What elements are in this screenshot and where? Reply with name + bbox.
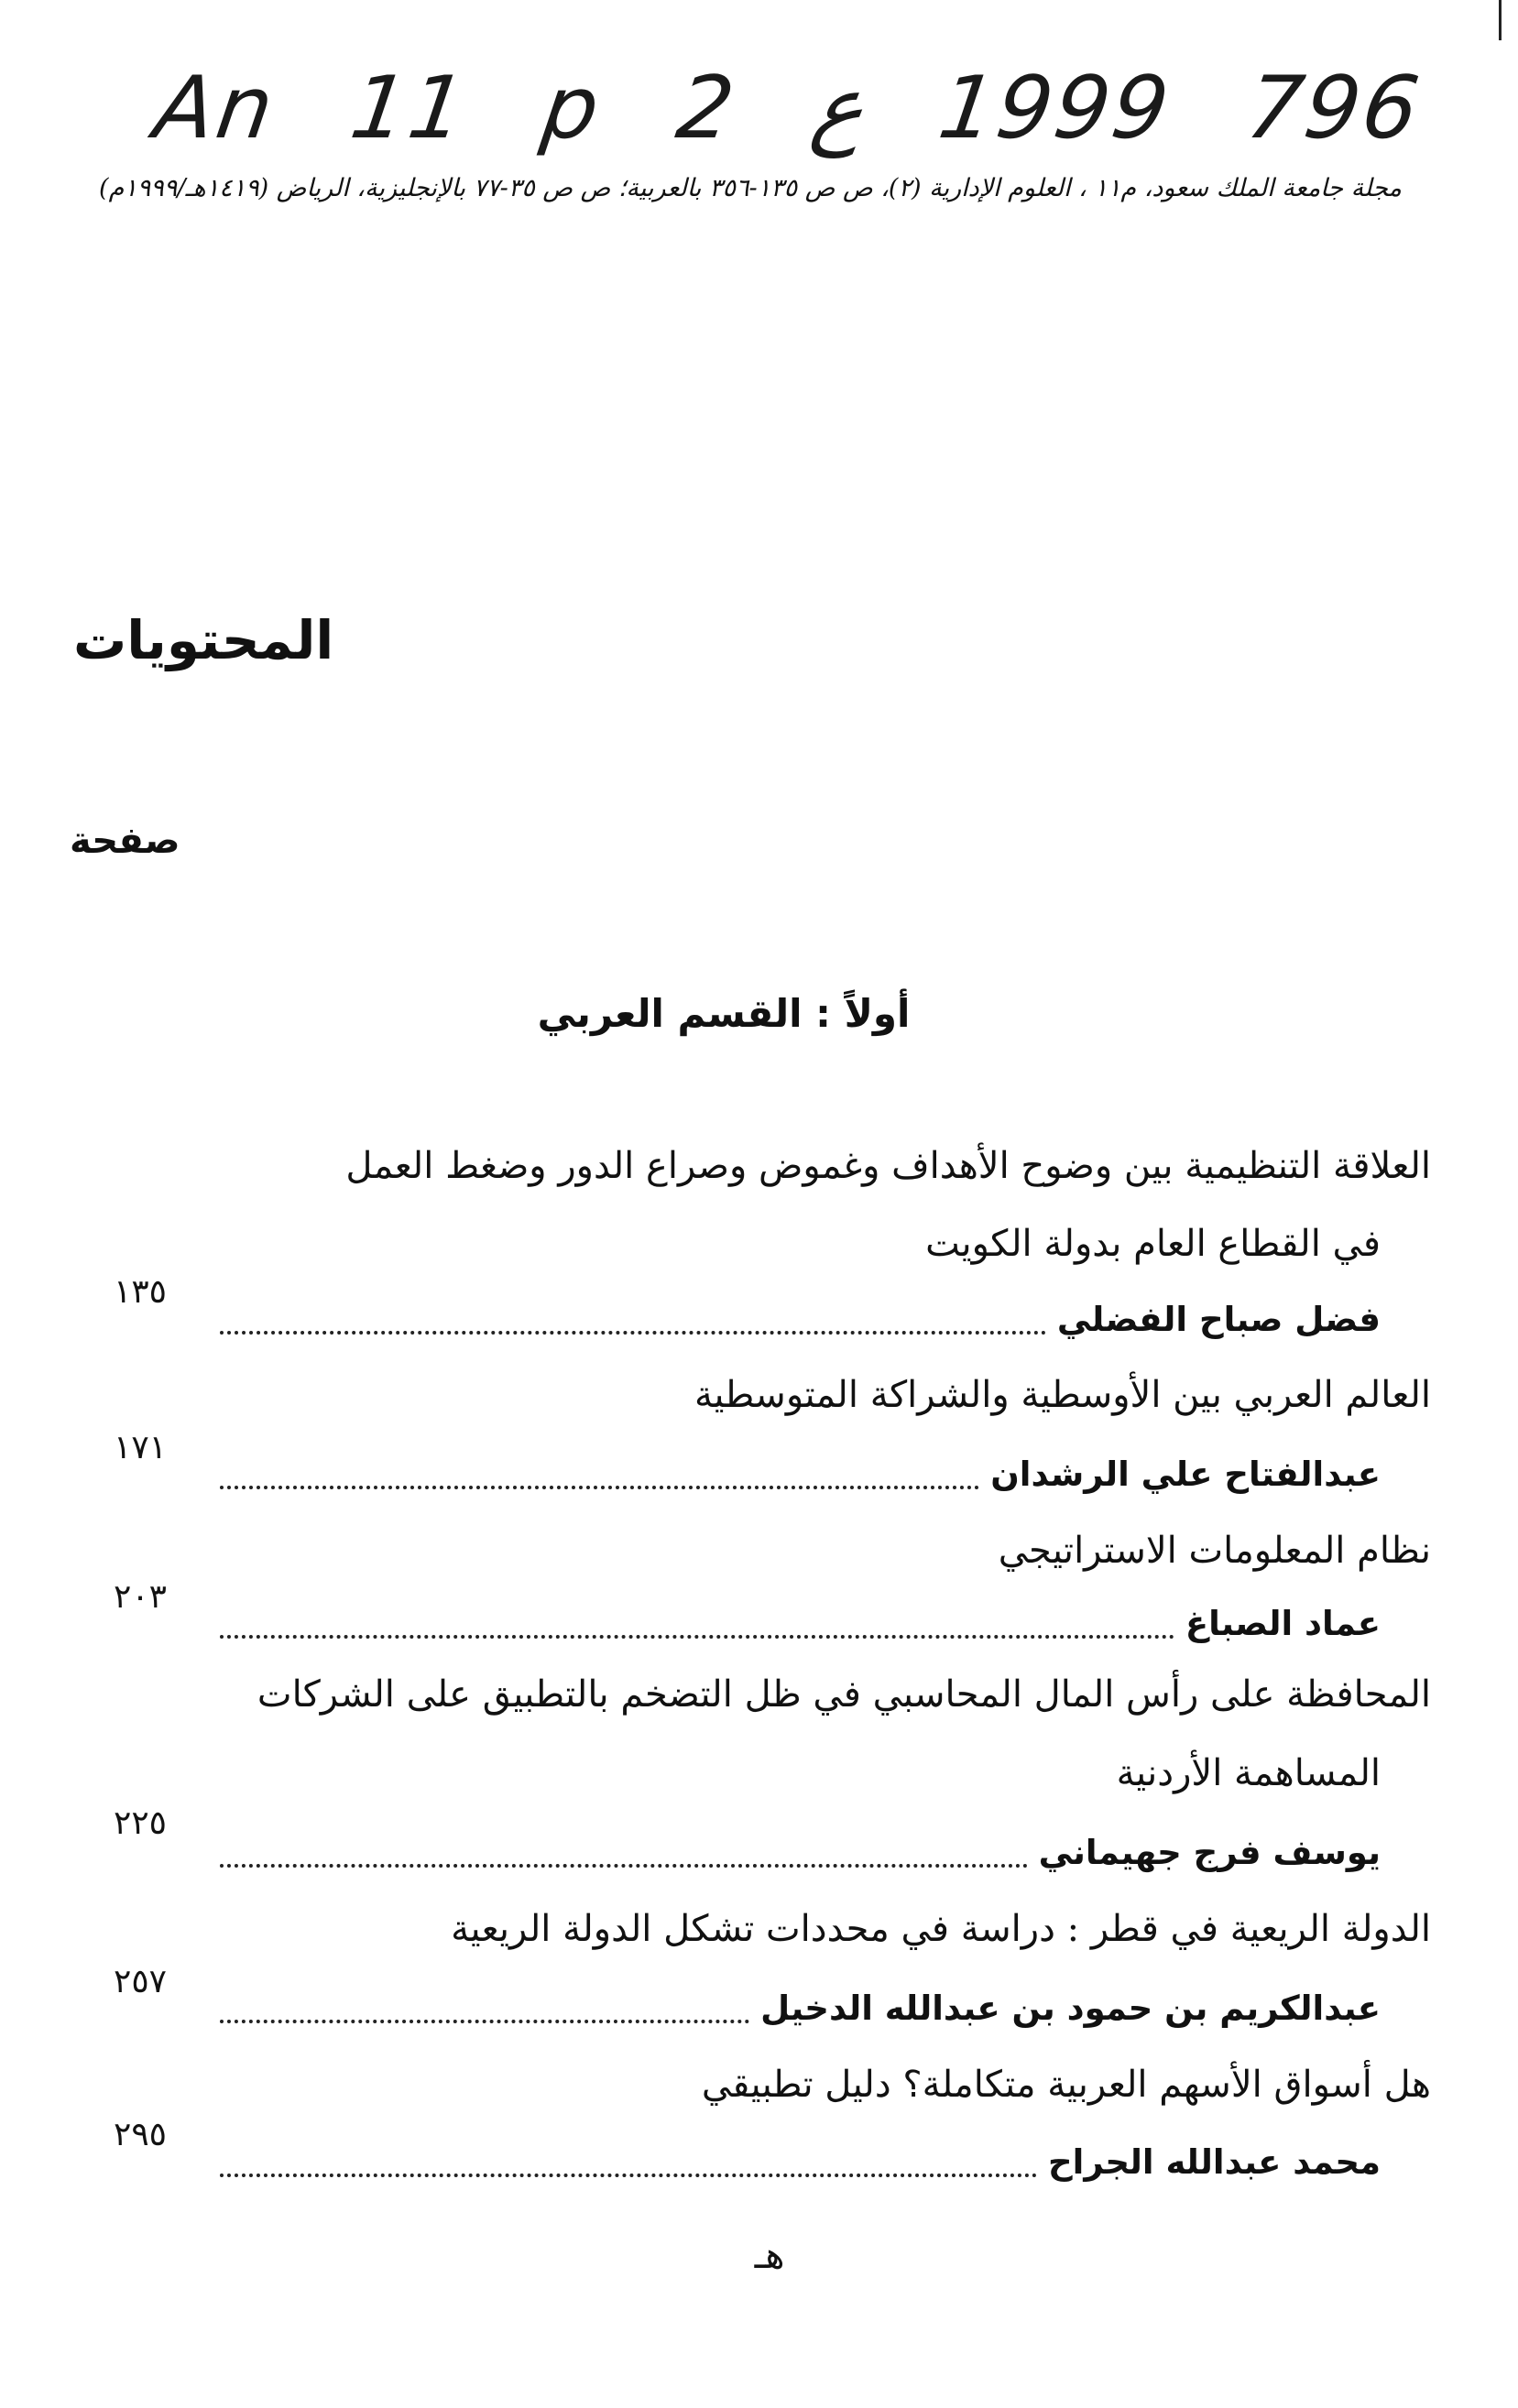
entry-title-line: نظام المعلومات الاستراتيجي [998, 1530, 1431, 1572]
entry-title-line: المساهمة الأردنية [1116, 1752, 1381, 1794]
page-title: المحتويات [73, 609, 334, 671]
entry-author-row [92, 1827, 1381, 1879]
entry-title-line: العالم العربي بين الأوسطية والشراكة المتوسطية [693, 1374, 1431, 1416]
section-heading: أولاً : القسم العربي [537, 991, 911, 1036]
handwritten-call-number [148, 53, 1427, 163]
dot-leader [220, 2019, 749, 2023]
entry-author: عبدالكريم بن حمود بن عبدالله الدخيل [760, 1989, 1381, 2028]
handnote-part: ع [804, 58, 871, 158]
entry-title-line: الدولة الريعية في قطر : دراسة في محددات تشكل الدولة الريعية [451, 1908, 1431, 1950]
entry-author: يوسف فرج جهيماني [1038, 1833, 1381, 1872]
entry-author: عماد الصباغ [1185, 1604, 1381, 1643]
entry-author-row [92, 1598, 1381, 1650]
footer-page-number: هـ [754, 2235, 785, 2277]
dot-leader [220, 1863, 1028, 1868]
handnote-part: p [536, 58, 608, 158]
page-column-label: صفحة [70, 820, 180, 862]
entry-author: محمد عبدالله الجراح [1048, 2142, 1381, 2182]
entry-page-number: ٢٢٥ [113, 1804, 167, 1842]
handnote-part: 2 [671, 58, 743, 158]
handnote-part: 11 [344, 58, 475, 158]
entry-author-row [92, 1449, 1381, 1500]
entry-author-row [92, 1983, 1381, 2034]
journal-citation: مجلة جامعة الملك سعود، م١١ ، العلوم الإدارية (٢)، ص ص ١٣٥-٣٥٦ بالعربية؛ ص ص ٣٥-٧٧ بالإنجليزية، الرياض (١٤١٩هـ/١٩٩٩م) [99, 174, 1402, 202]
entry-title-line: المحافظة على رأس المال المحاسبي في ظل التضخم بالتطبيق على الشركات [257, 1673, 1431, 1716]
handnote-part: 1999 [933, 58, 1178, 158]
entry-page-number: ٢٩٥ [113, 2116, 167, 2153]
handnote-part: 796 [1240, 58, 1427, 158]
entry-title-line: العلاقة التنظيمية بين وضوح الأهداف وغموض وصراع الدور وضغط العمل [345, 1145, 1431, 1187]
entry-author: عبدالفتاح علي الرشدان [990, 1455, 1381, 1494]
entry-title-line: هل أسواق الأسهم العربية متكاملة؟ دليل تطبيقي [701, 2064, 1431, 2106]
handnote-part: An [148, 58, 282, 158]
dot-leader [220, 1634, 1174, 1639]
dot-leader [220, 2173, 1037, 2177]
dot-leader [220, 1485, 979, 1489]
scan-edge-mark [1499, 0, 1502, 40]
entry-page-number: ٢٠٣ [113, 1578, 167, 1616]
entry-author: فضل صباح الفضلي [1056, 1300, 1381, 1339]
entry-author-row [92, 2137, 1381, 2188]
entry-title-line: في القطاع العام بدولة الكويت [925, 1223, 1381, 1265]
entry-page-number: ١٧١ [113, 1429, 167, 1466]
entry-page-number: ٢٥٧ [113, 1963, 167, 2000]
dot-leader [220, 1330, 1046, 1335]
entry-page-number: ١٣٥ [113, 1273, 167, 1311]
entry-author-row [92, 1294, 1381, 1346]
